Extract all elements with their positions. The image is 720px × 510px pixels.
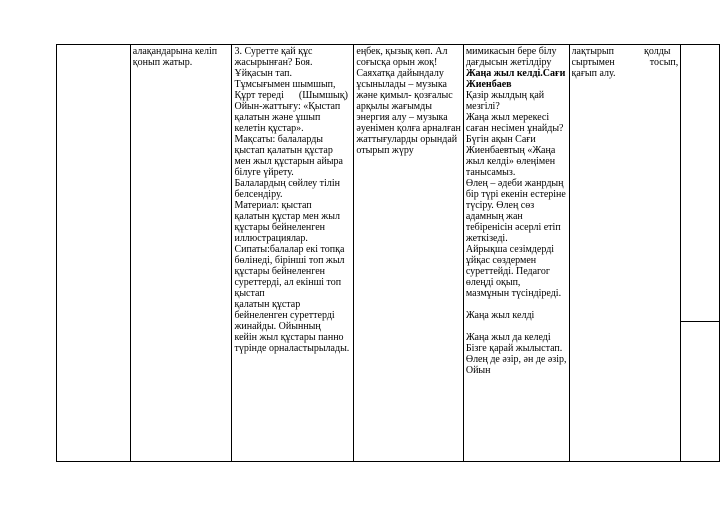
text-line: Мақсаты: балаларды — [234, 134, 323, 145]
poem-heading: Жаңа жыл келді.Сағи — [465, 68, 566, 79]
poem-line: Ойын — [465, 365, 491, 376]
text-line: тебіренісін әсерлі етіп — [465, 222, 561, 233]
text-line: қалатын құстар мен жыл — [234, 211, 340, 222]
table-cell-col5 — [463, 45, 569, 462]
text-line: адамның жан — [465, 211, 523, 222]
table-cell-col6 — [569, 45, 681, 462]
text-line: қалатын және ұшып — [234, 112, 321, 123]
text-line: суреттерді, ал екінші топ — [234, 277, 342, 288]
text-line: кейін жыл құстары панно — [234, 332, 344, 343]
table-cell-col3 — [232, 45, 354, 462]
text-line: қағып алу. — [571, 68, 616, 79]
table-cell-col2 — [130, 45, 232, 462]
text-line: сыртымен тосып, — [571, 57, 679, 68]
text-line: еңбек, қызық көп. Ал — [356, 46, 448, 57]
text-line: лақтырып қолды — [571, 46, 671, 57]
text-line: өлеңді оқып, — [465, 277, 521, 288]
table-cell-col7 — [681, 45, 720, 462]
blank-line — [466, 299, 567, 310]
text-line: бөлінеді, бірінші топ жыл — [234, 255, 345, 266]
text-line: белсендіру. — [234, 189, 283, 200]
text-line: Бүгін ақын Сағи — [465, 134, 536, 145]
text-line: дағдысын жетілдіру — [465, 57, 552, 68]
text-line: ұсынылады – музыка — [356, 79, 447, 90]
text-line: отырып жүру — [356, 145, 414, 156]
text-line: ұйқас сөздермен — [465, 255, 537, 266]
blank-line — [466, 321, 567, 332]
text-line: Сипаты:балалар екі топқа — [234, 244, 345, 255]
text-line: әуенімен қолға арналған — [356, 123, 461, 134]
text-line: Қазір жылдың қай — [465, 90, 545, 101]
text-line: Тұмсығымен шымшып, — [234, 79, 336, 90]
text-line: Саяхатқа дайындалу — [356, 68, 444, 79]
text-line: энергия алу – музыка — [356, 112, 448, 123]
text-line: Ұйқасын тап. — [234, 68, 292, 79]
text-line: бір түрі екенін естеріне — [465, 189, 566, 200]
text-line: алақандарына келіп — [132, 46, 218, 57]
text-line: Балалардың сөйлеу тілін — [234, 178, 340, 189]
text-line: жыл келді» өлеңімен — [465, 156, 556, 167]
text-line: келетін құстар». — [234, 123, 304, 134]
text-line: қыстап қалатын құстар — [234, 145, 333, 156]
text-line: бейнеленген суреттерді — [234, 310, 335, 321]
text-line: Айрықша сезімдерді — [465, 244, 555, 255]
text-line: құстары бейнеленген — [234, 222, 325, 233]
text-line: 3. Суретте қай құс — [234, 46, 313, 57]
text-line: білуге үйрету. — [234, 167, 294, 178]
text-line: және қимыл- қозғалыс — [356, 90, 453, 101]
text-line: Материал: қыстап — [234, 200, 312, 211]
text-line: жасырынған? Боя. — [234, 57, 313, 68]
table-cell-empty — [57, 45, 131, 462]
text-line: Өлең – әдеби жанрдың — [465, 178, 564, 189]
text-line: жинайды. Ойынның — [234, 321, 321, 332]
text-line: мен жыл құстарын айыра — [234, 156, 343, 167]
text-line: қыстап — [234, 288, 265, 299]
text-line: жаттығуларды орындай — [356, 134, 458, 145]
text-line: Ойын-жаттығу: «Қыстап — [234, 101, 341, 112]
text-line: Құрт тереді (Шымшық) — [234, 90, 348, 101]
text-line: арқылы жағымды — [356, 101, 432, 112]
table-row — [57, 45, 720, 462]
poem-line: Өлең де әзір, ән де әзір, — [465, 354, 567, 365]
text-line: мимикасын бере білу — [465, 46, 557, 57]
poem-heading: Жиенбаев — [465, 79, 512, 90]
text-line: иллюстрациялар. — [234, 233, 308, 244]
text-line: жеткізеді. — [465, 233, 508, 244]
poem-line: Жаңа жыл да келеді — [465, 332, 551, 343]
text-line: саған несімен ұнайды? — [465, 123, 564, 134]
cell-divider — [681, 321, 719, 322]
text-line: мазмұнын түсіндіреді. — [465, 288, 562, 299]
text-line: суреттейді. Педагог — [465, 266, 550, 277]
text-line: қонып жатыр. — [132, 57, 193, 68]
lesson-plan-table — [56, 44, 720, 462]
poem-line: Бізге қарай жылыстап. — [465, 343, 563, 354]
text-line: қалатын құстар — [234, 299, 301, 310]
poem-title: Жаңа жыл келді — [465, 310, 535, 321]
text-line: түрінде орналастырылады. — [234, 343, 350, 354]
text-line: құстары бейнеленген — [234, 266, 325, 277]
table-cell-col4 — [354, 45, 463, 462]
text-line: мезгілі? — [465, 101, 500, 112]
text-line: соғысқа орын жоқ! — [356, 57, 438, 68]
text-line: түсіру. Өлең сөз — [465, 200, 535, 211]
text-line: Жаңа жыл мерекесі — [465, 112, 550, 123]
text-line: танысамыз. — [465, 167, 516, 178]
text-line: Жиенбаевтың «Жаңа — [465, 145, 556, 156]
